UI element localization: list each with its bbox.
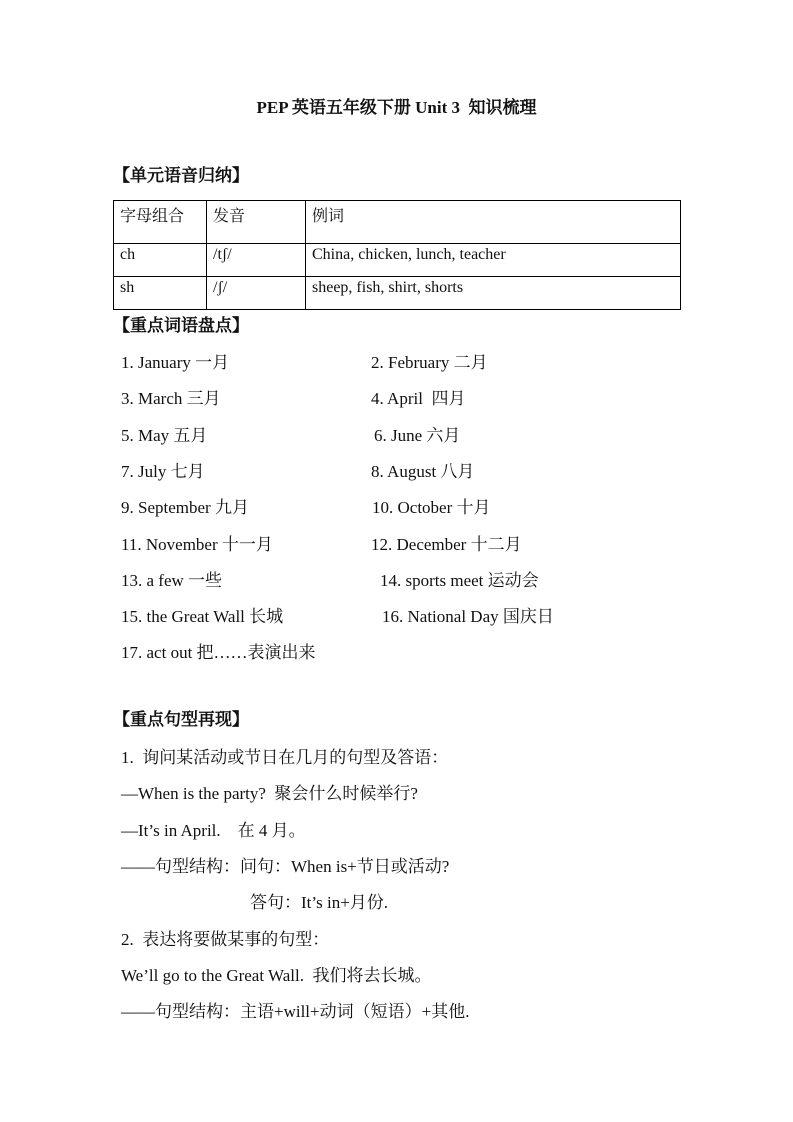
vocab-item: 12. December 十二月 — [371, 534, 522, 554]
table-cell: China, chicken, lunch, teacher — [306, 244, 681, 277]
table-cell: sheep, fish, shirt, shorts — [306, 277, 681, 310]
sentence-line: —It’s in April. 在 4 月。 — [121, 820, 306, 840]
sentence-line: 1. 询问某活动或节日在几月的句型及答语： — [121, 748, 449, 767]
table-header-row — [114, 201, 681, 244]
sentence-line: 2. 表达将要做某事的句型： — [121, 929, 330, 949]
vocab-item: 8. August 八月 — [371, 461, 475, 481]
vocab-item: 14. sports meet 运动会 — [380, 570, 539, 590]
section-heading-sentences: 【重点句型再现】 — [113, 710, 249, 729]
vocab-item: 17. act out 把……表演出来 — [121, 643, 316, 663]
table-header: 例词 — [306, 201, 681, 244]
vocab-item: 5. May 五月 — [121, 425, 208, 445]
table-cell: /tʃ/ — [207, 244, 306, 277]
table-header: 字母组合 — [114, 201, 207, 244]
page-title: PEP 英语五年级下册 Unit 3 知识梳理 — [256, 98, 537, 117]
section-heading-phonics: 【单元语音归纳】 — [113, 166, 249, 185]
table-cell: /ʃ/ — [207, 277, 306, 310]
vocab-item: 6. June 六月 — [374, 425, 461, 445]
vocab-item: 4. April 四月 — [371, 389, 466, 409]
phonics-table — [113, 200, 681, 310]
vocab-item: 16. National Day 国庆日 — [382, 607, 554, 627]
sentence-line: ——句型结构：主语+will+动词（短语）+其他. — [121, 1002, 470, 1022]
sentence-line: 答句：It’s in+月份. — [250, 893, 389, 913]
vocab-item: 1. January 一月 — [121, 353, 230, 372]
sentence-line: ——句型结构：问句：When is+节日或活动? — [121, 856, 450, 876]
vocab-item: 2. February 二月 — [371, 353, 488, 372]
table-row — [114, 244, 681, 277]
vocab-item: 9. September 九月 — [121, 498, 249, 518]
vocab-item: 13. a few 一些 — [121, 570, 223, 590]
sentence-line: We’ll go to the Great Wall. 我们将去长城。 — [121, 965, 432, 985]
vocab-item: 15. the Great Wall 长城 — [121, 607, 284, 627]
vocab-item: 10. October 十月 — [372, 498, 491, 518]
table-row — [114, 277, 681, 310]
sentence-line: —When is the party? 聚会什么时候举行? — [121, 784, 418, 804]
table-cell: ch — [114, 244, 207, 277]
vocab-item: 3. March 三月 — [121, 389, 221, 409]
table-header: 发音 — [207, 201, 306, 244]
section-heading-vocabulary: 【重点词语盘点】 — [113, 316, 249, 335]
vocab-item: 11. November 十一月 — [121, 534, 273, 554]
vocab-item: 7. July 七月 — [121, 461, 205, 481]
table-cell: sh — [114, 277, 207, 310]
